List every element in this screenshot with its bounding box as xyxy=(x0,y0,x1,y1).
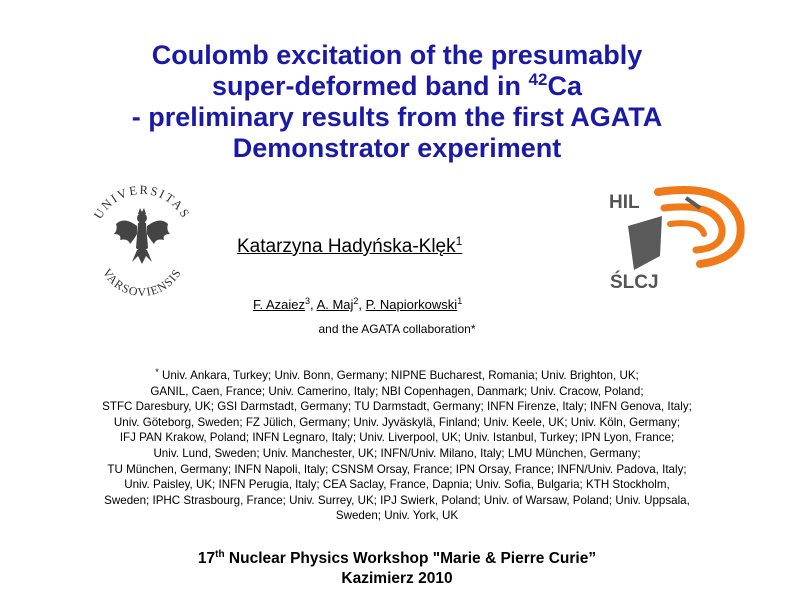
dee-shape-icon xyxy=(628,216,662,270)
title-line-2 xyxy=(60,71,734,102)
affiliation-line: GANIL, Caen, France; Univ. Camerino, Italy; NBI Copenhagen, Danmark; Univ. Cracow, Poland; xyxy=(150,384,644,398)
affiliation-line: Sweden; IPHC Strasbourg, France; Univ. Surrey, UK; IPJ Swierk, Poland; Univ. of Warsaw, Poland; Univ. Uppsala, xyxy=(104,493,690,507)
slcj-text: ŚLCJ xyxy=(610,272,659,293)
presenting-author xyxy=(237,236,462,258)
affiliation-line: IFJ PAN Krakow, Poland; INFN Legnaro, Italy; Univ. Liverpool, UK; Univ. Istanbul, Turkey; IPN Lyon, France; xyxy=(119,431,675,445)
hil-text: HIL xyxy=(609,192,640,213)
mass-number: 42 xyxy=(528,70,548,89)
author-name: Katarzyna Hadyńska-Klęk xyxy=(237,236,456,257)
coauthor-3-mark: 1 xyxy=(457,296,463,306)
university-name-bottom: VARSOVIENSIS xyxy=(99,265,185,300)
title-line-1: Coulomb excitation of the presumably xyxy=(151,40,643,70)
coauthor-2: A. Maj xyxy=(316,297,354,312)
workshop-name xyxy=(0,549,794,569)
workshop-venue: Kazimierz 2010 xyxy=(341,570,453,587)
affiliation-line: STFC Daresbury, UK; GSI Darmstadt, Germany; TU Darmstadt, Germany; INFN Firenze, Italy; INFN Genova, Italy; xyxy=(102,400,692,414)
eagle-icon xyxy=(114,208,170,264)
element-symbol: Ca xyxy=(547,71,582,101)
university-of-warsaw-logo xyxy=(80,168,200,308)
separator: , xyxy=(358,297,366,312)
workshop-title: Nuclear Physics Workshop "Marie & Pierre Curie” xyxy=(224,550,597,567)
ordinal-suffix: th xyxy=(215,549,225,560)
cyclotron-icon xyxy=(658,190,741,264)
title-line-3: - preliminary results from the first AGATA xyxy=(131,102,663,132)
author-affiliation-mark: 1 xyxy=(455,234,463,248)
separator: , xyxy=(310,297,317,312)
co-authors xyxy=(253,297,462,312)
title-line-4: Demonstrator experiment xyxy=(232,133,562,163)
affiliation-line: Univ. Lund, Sweden; Univ. Manchester, UK; INFN/Univ. Milano, Italy; LMU München, Germany; xyxy=(153,446,641,460)
title-line-2-text: super-deformed band in xyxy=(212,71,529,101)
collaboration-line: and the AGATA collaboration* xyxy=(318,322,476,336)
coauthor-3: P. Napiorkowski xyxy=(365,297,458,312)
university-name-top: UNIVERSITAS xyxy=(91,182,194,222)
asterisk-mark: * xyxy=(155,367,159,377)
hil-slcj-logo xyxy=(600,180,750,295)
affiliation-line: Univ. Göteborg, Sweden; FZ Jülich, Germany; Univ. Jyväskylä, Finland; Univ. Keele, UK; Univ. Köln, Germany; xyxy=(113,415,681,429)
workshop-footer xyxy=(0,549,794,589)
slide-title xyxy=(60,40,734,164)
coauthor-1: F. Azaiez xyxy=(253,297,306,312)
workshop-number: 17 xyxy=(197,550,216,567)
affiliation-text: Univ. Ankara, Turkey; Univ. Bonn, Germany; NIPNE Bucharest, Romania; Univ. Brighton, UK; xyxy=(161,369,639,382)
affiliations-list xyxy=(30,368,764,524)
coauthor-2-mark: 2 xyxy=(353,296,359,306)
affiliation-line: TU München, Germany; INFN Napoli, Italy; CSNSM Orsay, France; IPN Orsay, France; INFN/Univ. Padova, Italy; xyxy=(107,462,687,476)
affiliation-line: Univ. Paisley, UK; INFN Perugia, Italy; CEA Saclay, France, Dapnia; Univ. Sofia, Bulgaria; KTH Stockholm, xyxy=(124,478,670,492)
affiliation-line xyxy=(30,368,764,384)
coauthor-1-mark: 3 xyxy=(305,296,311,306)
affiliation-line: Sweden; Univ. York, UK xyxy=(335,509,459,523)
